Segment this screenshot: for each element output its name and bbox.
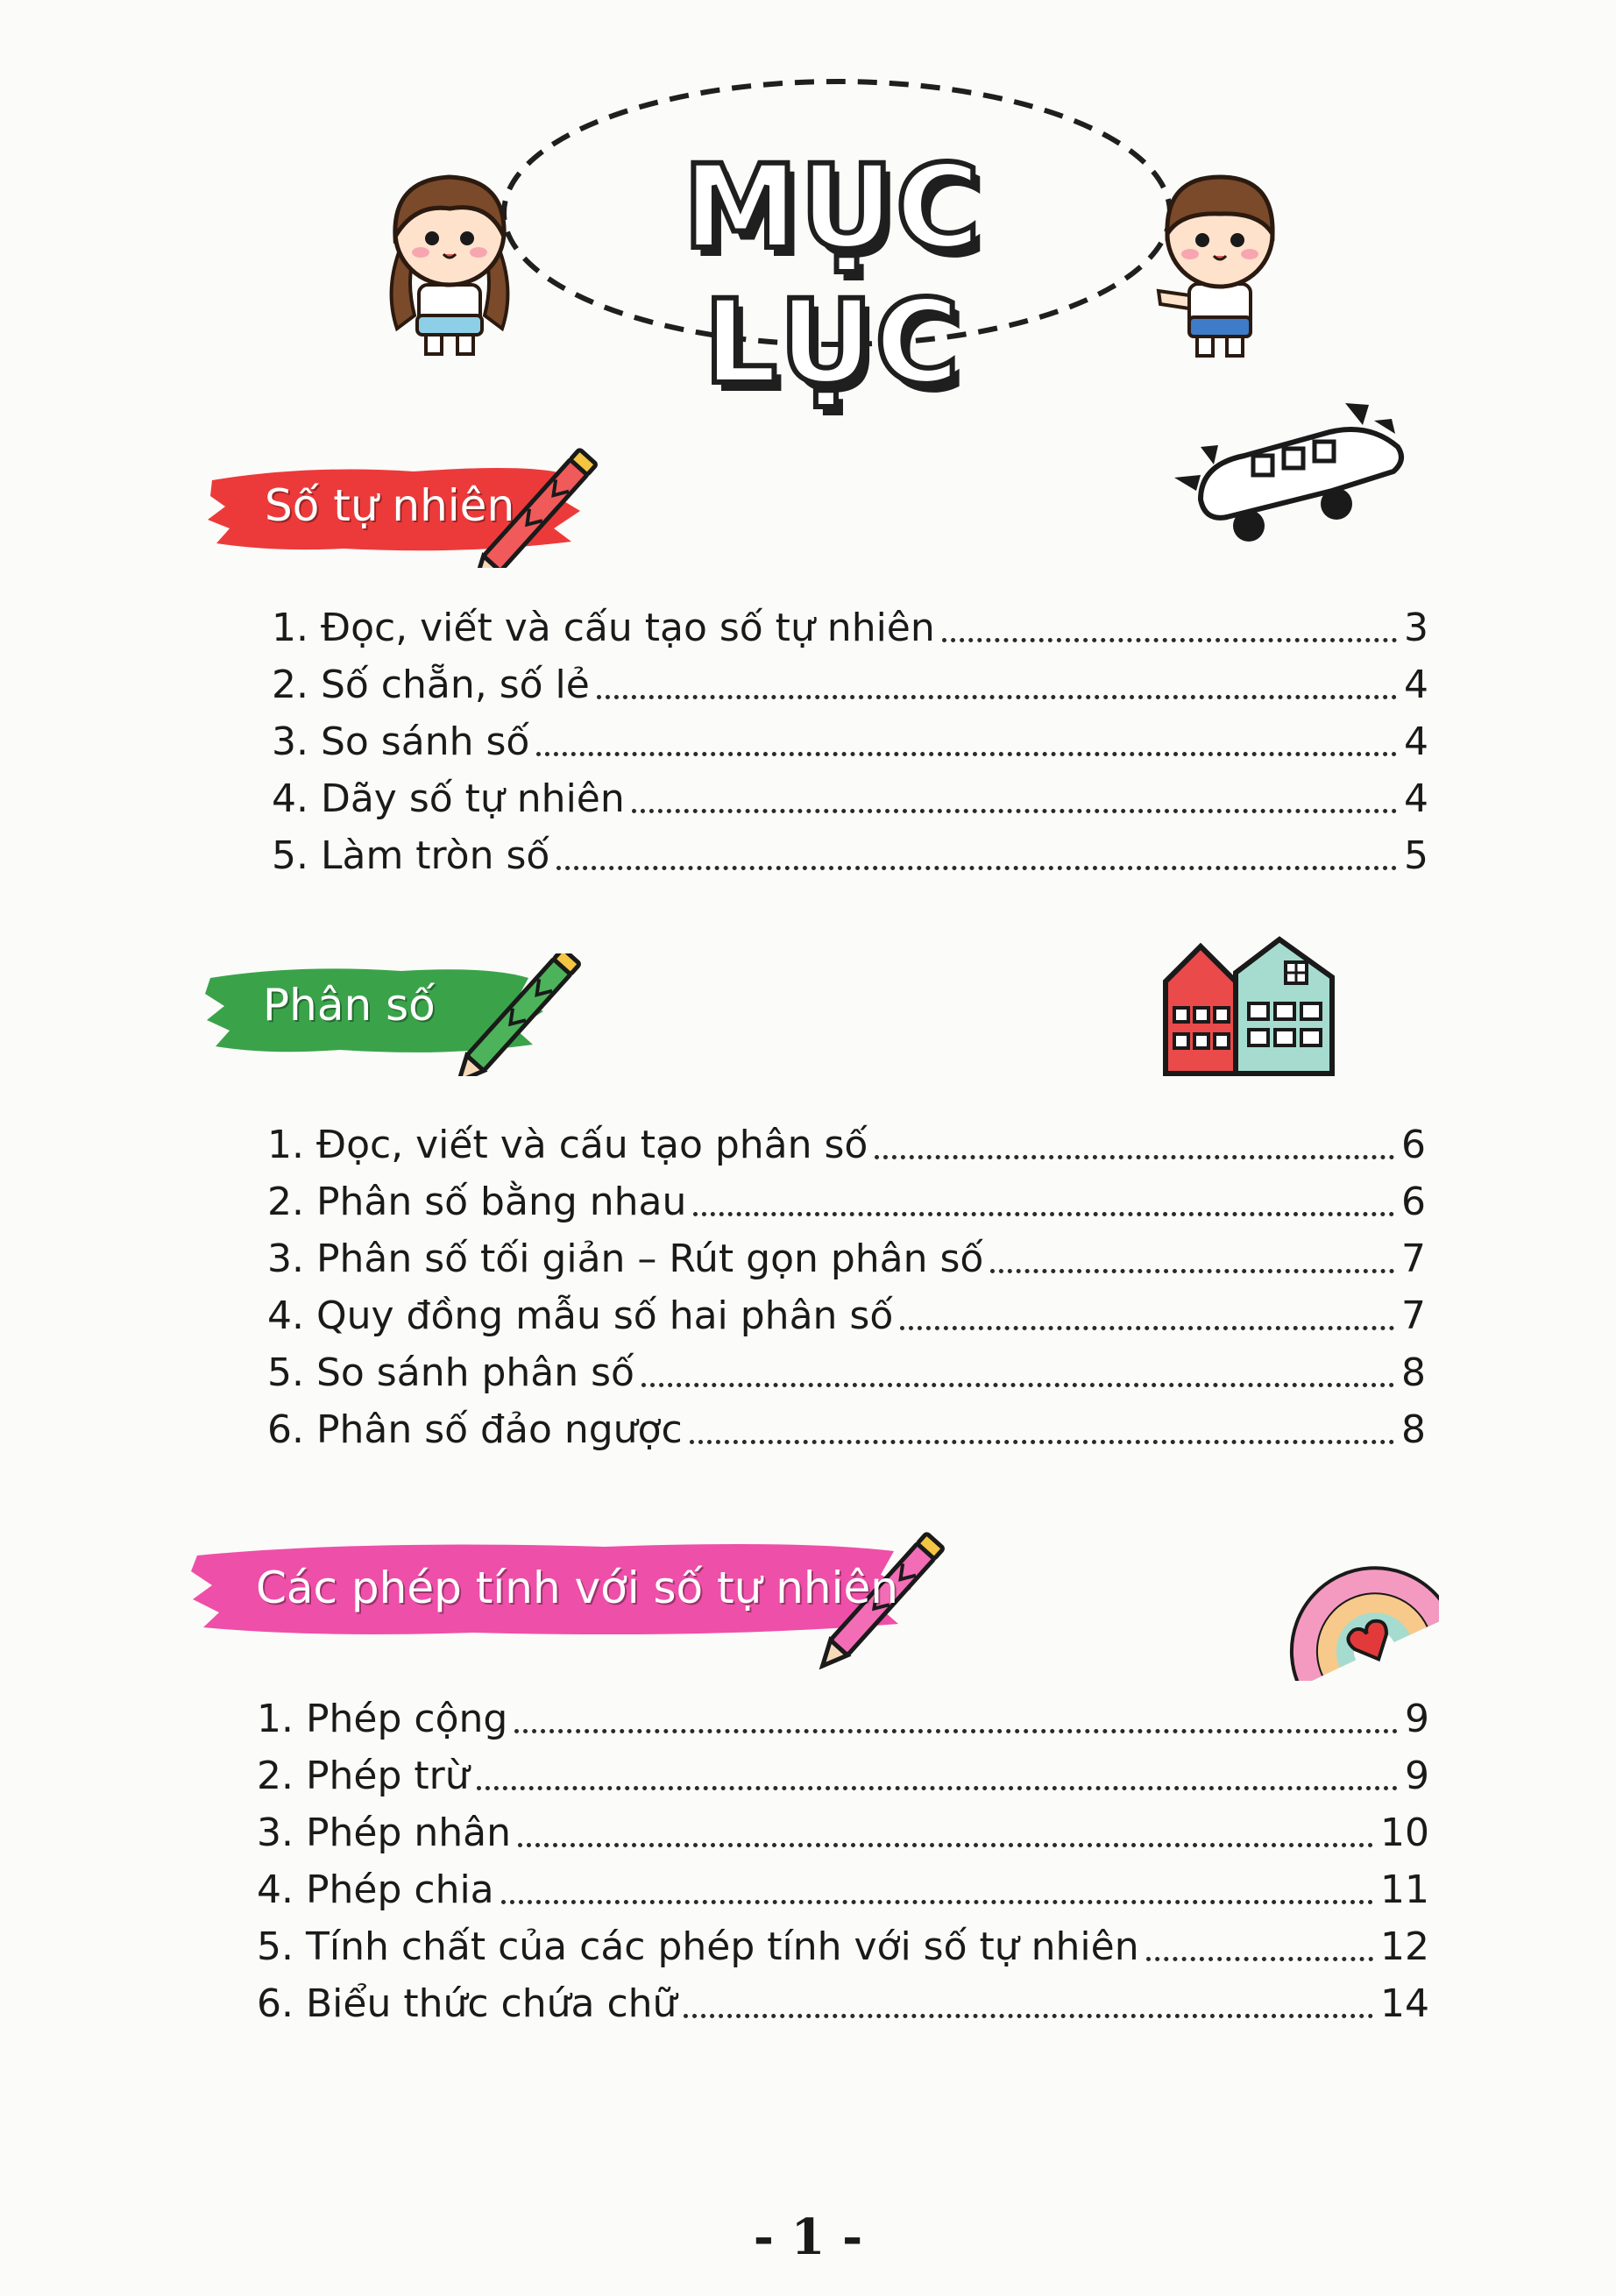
houses-icon	[1161, 929, 1341, 1078]
dot-leader	[1146, 1957, 1373, 1961]
toc-entry-label: 2. Phép trừ	[257, 1754, 470, 1798]
toc-entry-label: 1. Đọc, viết và cấu tạo phân số	[267, 1123, 868, 1167]
toc-entry-label: 2. Phân số bằng nhau	[267, 1180, 687, 1224]
dot-leader	[632, 809, 1397, 813]
dot-leader	[597, 695, 1397, 699]
page-title: MỤC LỤC	[683, 140, 982, 410]
toc-entry[interactable]	[267, 1225, 1426, 1282]
toc-entry[interactable]	[257, 1970, 1429, 2027]
dot-leader	[556, 866, 1397, 870]
toc-entry[interactable]	[272, 765, 1428, 822]
dot-leader	[501, 1900, 1373, 1904]
toc-entry[interactable]	[272, 708, 1428, 765]
toc-entry-page: 14	[1380, 1981, 1429, 2026]
toc-entry-page: 11	[1380, 1867, 1429, 1912]
toc-entry[interactable]	[267, 1168, 1426, 1225]
dot-leader	[684, 2014, 1373, 2018]
dot-leader	[900, 1326, 1394, 1330]
toc-entry-page: 5	[1404, 833, 1428, 878]
toc-entry-label: 1. Phép cộng	[257, 1697, 508, 1741]
toc-list-cac-phep-tinh	[257, 1685, 1429, 2027]
dot-leader	[514, 1729, 1398, 1733]
toc-entry-page: 10	[1380, 1811, 1429, 1855]
toc-entry[interactable]	[257, 1685, 1429, 1742]
dot-leader	[477, 1786, 1398, 1790]
toc-entry[interactable]	[257, 1856, 1429, 1913]
toc-entry-page: 4	[1404, 663, 1428, 707]
toc-list-so-tu-nhien	[272, 594, 1428, 879]
toc-entry-label: 5. So sánh phân số	[267, 1350, 634, 1395]
section-title: Phân số	[263, 980, 436, 1031]
toc-entry[interactable]	[257, 1742, 1429, 1799]
toc-entry-page: 7	[1401, 1293, 1426, 1338]
toc-entry-label: 3. So sánh số	[272, 719, 530, 764]
dot-leader	[518, 1843, 1373, 1847]
toc-entry-label: 5. Tính chất của các phép tính với số tự nhiên	[257, 1924, 1139, 1969]
toc-entry[interactable]	[272, 594, 1428, 651]
toc-entry[interactable]	[257, 1799, 1429, 1856]
toc-entry-label: 6. Biểu thức chứa chữ	[257, 1981, 677, 2026]
toc-entry-page: 4	[1404, 719, 1428, 764]
toc-entry-label: 6. Phân số đảo ngược	[267, 1407, 683, 1452]
section-title: Các phép tính với số tự nhiên	[256, 1563, 898, 1613]
toc-entry[interactable]	[267, 1111, 1426, 1168]
girl-illustration	[366, 140, 533, 359]
toc-entry-label: 3. Phép nhân	[257, 1811, 511, 1855]
section-banner-cac-phep-tinh	[184, 1529, 1017, 1669]
toc-entry[interactable]	[267, 1339, 1426, 1396]
dot-leader	[942, 638, 1397, 642]
section-title: Số tự nhiên	[265, 480, 515, 531]
toc-entry-page: 9	[1405, 1754, 1429, 1798]
toc-entry-page: 4	[1404, 776, 1428, 821]
toc-entry-label: 4. Quy đồng mẫu số hai phân số	[267, 1293, 894, 1338]
dot-leader	[690, 1440, 1394, 1444]
toc-entry-page: 9	[1405, 1697, 1429, 1741]
toc-entry-label: 4. Phép chia	[257, 1867, 494, 1912]
toc-entry[interactable]	[267, 1396, 1426, 1453]
toc-entry-page: 12	[1380, 1924, 1429, 1969]
toc-entry-label: 2. Số chẵn, số lẻ	[272, 663, 590, 707]
rainbow-heart-icon	[1281, 1532, 1439, 1681]
page-number: - 1 -	[753, 2208, 863, 2266]
toc-entry[interactable]	[267, 1282, 1426, 1339]
toc-entry-page: 6	[1401, 1180, 1426, 1224]
toc-entry[interactable]	[272, 651, 1428, 708]
dot-leader	[641, 1383, 1394, 1387]
toc-entry-label: 1. Đọc, viết và cấu tạo số tự nhiên	[272, 606, 935, 650]
toc-list-phan-so	[267, 1111, 1426, 1453]
car-icon	[1166, 394, 1411, 565]
dot-leader	[693, 1212, 1394, 1216]
toc-entry[interactable]	[257, 1913, 1429, 1970]
toc-entry-page: 8	[1401, 1407, 1426, 1452]
toc-entry-label: 3. Phân số tối giản – Rút gọn phân số	[267, 1237, 984, 1281]
toc-entry-page: 7	[1401, 1237, 1426, 1281]
toc-entry-label: 5. Làm tròn số	[272, 833, 550, 878]
dot-leader	[990, 1269, 1394, 1273]
toc-entry[interactable]	[272, 822, 1428, 879]
toc-entry-label: 4. Dãy số tự nhiên	[272, 776, 625, 821]
dot-leader	[875, 1155, 1394, 1159]
toc-entry-page: 6	[1401, 1123, 1426, 1167]
section-banner-phan-so	[200, 953, 656, 1076]
dot-leader	[536, 752, 1397, 756]
toc-entry-page: 8	[1401, 1350, 1426, 1395]
toc-entry-page: 3	[1404, 606, 1428, 650]
section-banner-so-tu-nhien	[203, 445, 659, 568]
boy-illustration	[1141, 142, 1299, 359]
